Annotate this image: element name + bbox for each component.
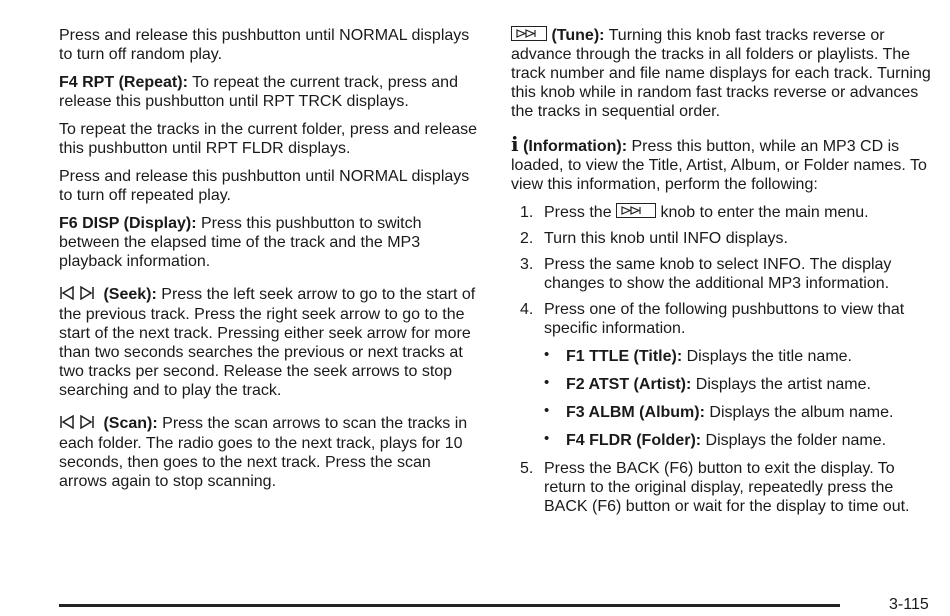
bullet-text: Displays the title name. (686, 348, 852, 365)
tune-knob-icon (511, 26, 547, 41)
scan-paragraph (59, 414, 479, 491)
repeat-text: To repeat the current track, press and release this pushbutton until RPT TRCK displays. (59, 74, 458, 110)
step-text: Press the (544, 204, 612, 221)
scan-text: Press the scan arrows to scan the tracks in each folder. The radio goes to the next track, plays for 10 seconds, then goes to the next track. Press the scan arrows again to stop scanning. (59, 415, 468, 490)
list-item (544, 431, 936, 450)
step-text: Press the BACK (F6) button to exit the display. To return to the original display, repeatedly press the BACK (F6) button or wait for the display to time out. (544, 460, 910, 515)
footer-divider (59, 604, 840, 607)
step-number: 1. (520, 204, 534, 221)
list-item (511, 459, 936, 516)
list-item (511, 300, 936, 450)
steps-list (511, 203, 936, 516)
list-item (544, 375, 936, 394)
tune-paragraph (511, 26, 936, 121)
right-column (511, 26, 936, 523)
repeat-paragraph (59, 73, 479, 111)
pushbutton-list (544, 347, 936, 450)
tune-knob-icon (616, 203, 656, 218)
bullet-icon: • (544, 346, 550, 363)
info-label: (Information): (523, 138, 628, 155)
list-item (544, 403, 936, 422)
random-off-paragraph: Press and release this pushbutton until NORMAL displays to turn off random play. (59, 27, 470, 63)
left-column (59, 26, 479, 500)
step-number: 3. (520, 256, 534, 273)
list-item (511, 255, 936, 293)
bullet-label: F2 ATST (Artist): (566, 376, 692, 393)
step-text: Press one of the following pushbuttons to view that specific information. (544, 301, 905, 337)
seek-text: Press the left seek arrow to go to the start of the previous track. Press the right seek arrow to go to the start of the next track. Pressing either seek arrow for more than two seconds searches the previous or next tracks at two tracks per second. Release the seek arrows to stop searching and to play the track. (59, 286, 476, 399)
bullet-icon: • (544, 430, 550, 447)
step-text: Press the same knob to select INFO. The display changes to show the additional MP3 information. (544, 256, 892, 292)
list-item (511, 229, 936, 248)
list-item (511, 203, 936, 222)
tune-label: (Tune): (551, 27, 605, 44)
seek-label: (Seek): (103, 286, 157, 303)
step-text: knob to enter the main menu. (660, 204, 869, 221)
bullet-icon: • (544, 402, 550, 419)
info-icon: i (511, 132, 519, 156)
step-number: 2. (520, 230, 534, 247)
bullet-text: Displays the album name. (709, 404, 894, 421)
tune-text: Turning this knob fast tracks reverse or advance through the tracks in all folders or playlists. The track number and file name displays for each track. Turning this knob while in random fast tracks reverse or advances the tracks in sequential order. (511, 27, 931, 120)
step-number: 4. (520, 301, 534, 318)
bullet-label: F4 FLDR (Folder): (566, 432, 702, 449)
repeat-label: F4 RPT (Repeat): (59, 74, 188, 91)
seek-paragraph (59, 285, 479, 400)
info-text: Press this button, while an MP3 CD is loaded, to view the Title, Artist, Album, or Folder names. To view this information, perform the following: (511, 138, 927, 193)
scan-label: (Scan): (103, 415, 158, 432)
bullet-label: F1 TTLE (Title): (566, 348, 683, 365)
information-paragraph (511, 132, 936, 194)
list-item (544, 347, 936, 366)
bullet-icon: • (544, 374, 550, 391)
seek-arrows-icon (59, 286, 99, 305)
bullet-label: F3 ALBM (Album): (566, 404, 705, 421)
step-number: 5. (520, 460, 534, 477)
repeat-off-paragraph: Press and release this pushbutton until NORMAL displays to turn off repeated play. (59, 168, 470, 204)
bullet-text: Displays the artist name. (695, 376, 871, 393)
bullet-text: Displays the folder name. (705, 432, 887, 449)
repeat-folder-paragraph: To repeat the tracks in the current folder, press and release this pushbutton until RPT FLDR displays. (59, 121, 478, 157)
page-number: 3-115 (889, 596, 929, 613)
step-text: Turn this knob until INFO displays. (544, 230, 788, 247)
display-text: Press this pushbutton to switch between the elapsed time of the track and the MP3 playback information. (59, 215, 422, 270)
display-paragraph (59, 214, 479, 271)
display-label: F6 DISP (Display): (59, 215, 197, 232)
scan-arrows-icon (59, 415, 99, 434)
